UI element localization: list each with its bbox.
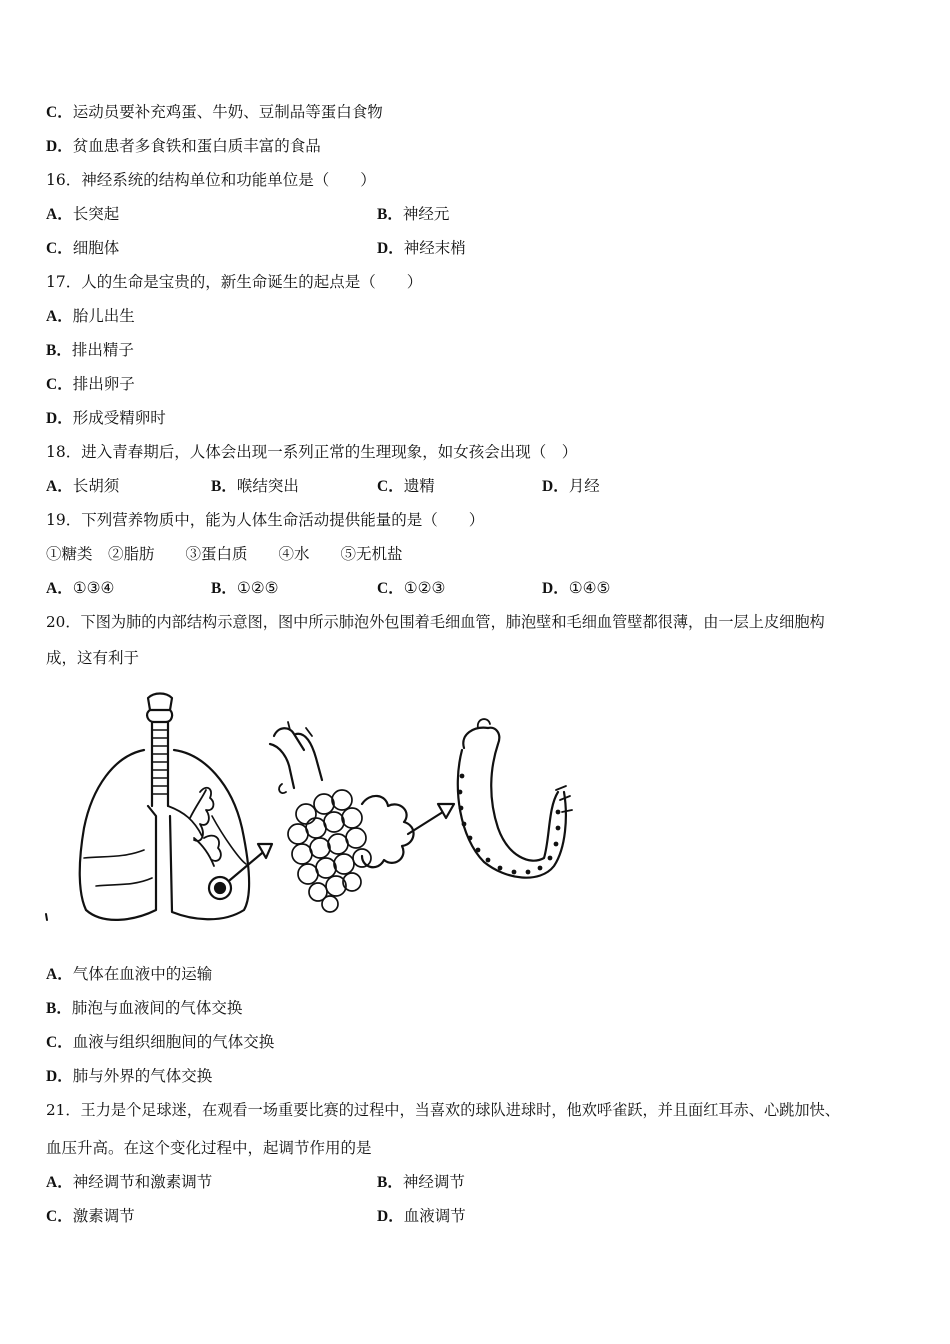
q16-stem: 16．神经系统的结构单位和功能单位是（ ） — [46, 171, 376, 189]
q20-option-d: D．肺与外界的气体交换 — [46, 1067, 213, 1085]
alveoli-cluster-diagram — [270, 722, 454, 912]
q16-option-a: A．长突起 — [46, 205, 120, 223]
q16-option-d: D．神经末梢 — [377, 239, 466, 257]
q19-option-c: C．①②③ — [377, 579, 446, 597]
q18-option-c: C．遗精 — [377, 477, 435, 495]
q19-options — [46, 578, 906, 599]
q20-stem-line1: 20．下图为肺的内部结构示意图，图中所示肺泡外包围着毛细血管，肺泡壁和毛细血管壁都很薄，由一层上皮细胞构 — [46, 613, 825, 631]
q17-option-a: A．胎儿出生 — [46, 307, 135, 325]
q21-option-b: B．神经调节 — [377, 1173, 465, 1191]
q17-option-d: D．形成受精卵时 — [46, 409, 166, 427]
q17-stem: 17．人的生命是宝贵的，新生命诞生的起点是（ ） — [46, 273, 423, 291]
q20-option-c: C．血液与组织细胞间的气体交换 — [46, 1033, 275, 1051]
q19-stem: 19．下列营养物质中，能为人体生命活动提供能量的是（ ） — [46, 511, 485, 529]
q18-option-d: D．月经 — [542, 477, 600, 495]
q17-option-b: B．排出精子 — [46, 341, 134, 359]
lung-structure-figure — [44, 688, 584, 938]
q19-items: ①糖类 ②脂肪 ③蛋白质 ④水 ⑤无机盐 — [46, 545, 403, 563]
q20-option-a: A．气体在血液中的运输 — [46, 965, 213, 983]
q16-options-row1 — [46, 204, 906, 225]
q17-option-c: C．排出卵子 — [46, 375, 135, 393]
q16-option-b: B．神经元 — [377, 205, 450, 223]
q18-option-b: B．喉结突出 — [211, 477, 299, 495]
lungs-diagram — [46, 694, 272, 921]
q21-stem-line1: 21．王力是个足球迷，在观看一场重要比赛的过程中，当喜欢的球队进球时，他欢呼雀跃，并且面红耳赤、心跳加快、 — [46, 1101, 840, 1119]
q16-options-row2 — [46, 238, 906, 259]
prev-option-d: D．贫血患者多食铁和蛋白质丰富的食品 — [46, 137, 321, 155]
q19-option-d: D．①④⑤ — [542, 579, 611, 597]
q20-option-b: B．肺泡与血液间的气体交换 — [46, 999, 243, 1017]
q20-stem-line2: 成，这有利于 — [46, 649, 140, 667]
q18-option-a: A．长胡须 — [46, 477, 120, 495]
alveolus-capillary-diagram — [458, 719, 572, 878]
q16-option-c: C．细胞体 — [46, 239, 120, 257]
q19-option-b: B．①②⑤ — [211, 579, 279, 597]
q21-option-a: A．神经调节和激素调节 — [46, 1173, 213, 1191]
q21-options-row1 — [46, 1172, 906, 1193]
prev-option-c: C．运动员要补充鸡蛋、牛奶、豆制品等蛋白食物 — [46, 103, 383, 121]
q21-stem-line2: 血压升高。在这个变化过程中，起调节作用的是 — [46, 1139, 372, 1157]
q21-option-c: C．激素调节 — [46, 1207, 135, 1225]
q19-option-a: A．①③④ — [46, 579, 115, 597]
q21-options-row2 — [46, 1206, 906, 1227]
q18-options — [46, 476, 906, 497]
q21-option-d: D．血液调节 — [377, 1207, 466, 1225]
q18-stem: 18．进入青春期后，人体会出现一系列正常的生理现象，如女孩会出现（ ） — [46, 443, 578, 461]
